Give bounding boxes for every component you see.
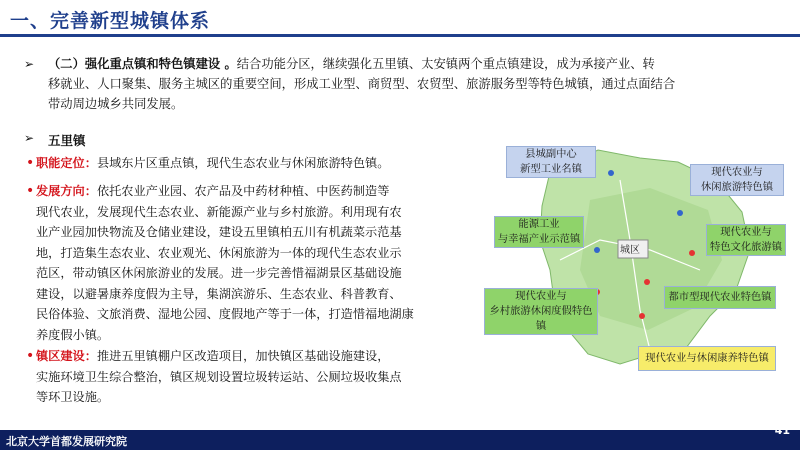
title-divider xyxy=(0,34,800,37)
town-marker xyxy=(689,250,695,256)
callout-county-center: 县城副中心 新型工业名镇 xyxy=(506,146,596,178)
bullet-line: 范区，带动镇区休闲旅游业的发展。进一步完善惜福湖景区基础设施 xyxy=(36,266,402,280)
page-number: 41 xyxy=(774,424,790,437)
bullet-line: 推进五里镇棚户区改造项目，加快镇区基础设施建设， xyxy=(96,349,390,363)
callout-urban-agri: 都市型现代农业特色镇 xyxy=(664,286,776,309)
subheading-text: 五里镇 xyxy=(48,133,86,148)
red-dot-icon: • xyxy=(26,155,35,171)
bullet-line: 县域东片区重点镇，现代生态农业与休闲旅游特色镇。 xyxy=(96,156,390,170)
callout-energy-industry: 能源工业 与幸福产业示范镇 xyxy=(494,216,584,248)
bullet-line: 业产业园加快物流及仓储业建设，建设五里镇柏五川有机蔬菜示范基 xyxy=(36,225,402,239)
bullet-line: 等环卫设施。 xyxy=(36,390,110,404)
callout-health-care: 现代农业与休闲康养特色镇 xyxy=(638,346,776,371)
bullet-direction xyxy=(26,181,476,345)
bullet-function xyxy=(26,153,476,174)
arrow-bullet-icon: ➢ xyxy=(24,57,35,71)
page-title: 一、完善新型城镇体系 xyxy=(10,10,211,32)
bullet-construction xyxy=(26,346,476,408)
city-center-label: 城区 xyxy=(620,245,640,256)
town-marker xyxy=(677,210,683,216)
arrow-bullet-icon: ➢ xyxy=(24,131,35,145)
bullet-line: 现代农业，发展现代生态农业、新能源产业与乡村旅游。利用现有农 xyxy=(36,204,402,219)
bullet-line: 养度假小镇。 xyxy=(36,327,110,342)
red-dot-icon: • xyxy=(26,348,35,364)
town-marker xyxy=(639,313,645,319)
town-marker xyxy=(608,170,614,176)
bullet-label: 镇区建设： xyxy=(36,349,97,363)
callout-modern-agri-leisure: 现代农业与 休闲旅游特色镇 xyxy=(690,164,784,196)
bullet-line: 民俗体验、文旅消费、湿地公园、度假地产等于一体，打造惜福地湖康 xyxy=(36,307,414,321)
bullet-line: 建设，以避暑康养度假为主导，集湖滨游乐、生态农业、科普教育、 xyxy=(36,286,402,301)
subheading xyxy=(24,131,86,149)
red-dot-icon: • xyxy=(26,183,35,199)
intro-lead: （二）强化重点镇和特色镇建设 。 xyxy=(48,57,237,71)
intro-paragraph xyxy=(24,54,768,114)
town-marker xyxy=(594,247,600,253)
bullet-label: 职能定位： xyxy=(36,156,97,170)
intro-line-2: 移就业、人口聚集、服务主城区的重要空间，形成工业型、商贸型、农贸型、旅游服务型等特色城镇，通过点面结合 xyxy=(48,77,676,91)
bullet-line: 实施环境卫生综合整治，镇区规划设置垃圾转运站、公厕垃圾收集点 xyxy=(36,369,402,384)
intro-line-1: 结合功能分区，继续强化五里镇、太安镇两个重点镇建设，成为承接产业、转 xyxy=(236,57,655,71)
footer-bar xyxy=(0,424,800,450)
bullet-line: 依托农业产业园、农产品及中药材种植、中医药制造等 xyxy=(96,184,390,198)
town-marker xyxy=(644,279,650,285)
bullet-line: 地，打造集生态农业、农业观光、休闲旅游为一体的现代生态农业示 xyxy=(36,245,402,260)
intro-line-3: 带动周边城乡共同发展。 xyxy=(48,97,184,111)
footer-org: 北京大学首都发展研究院 xyxy=(6,435,127,448)
callout-rural-leisure: 现代农业与 乡村旅游休闲度假特色镇 xyxy=(484,288,598,335)
county-map xyxy=(480,140,788,372)
callout-modern-agri-culture: 现代农业与 特色文化旅游镇 xyxy=(706,224,786,256)
bullet-label: 发展方向： xyxy=(36,184,97,198)
